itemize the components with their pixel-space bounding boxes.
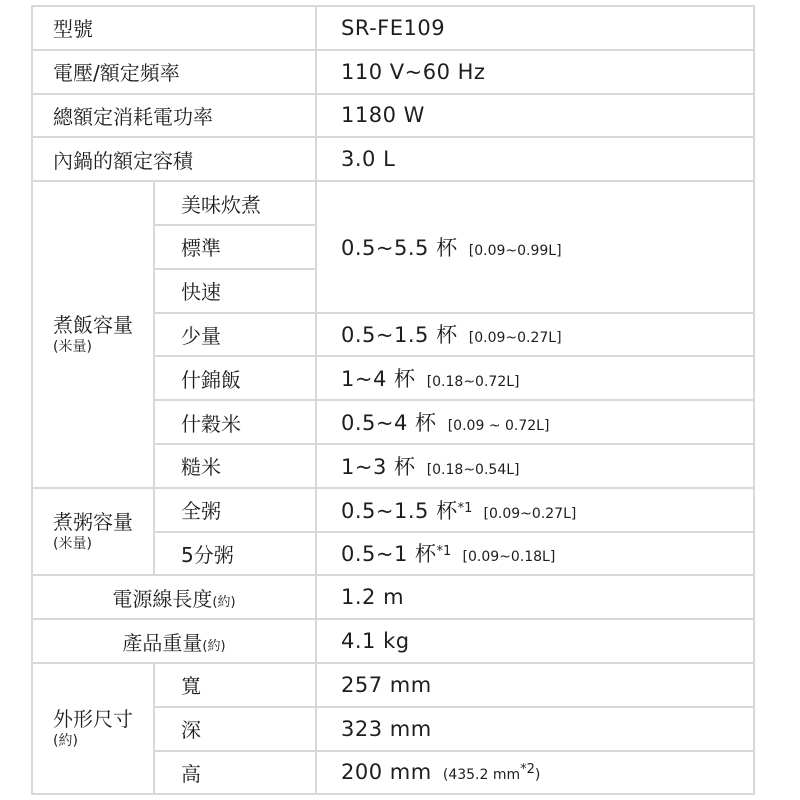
height-extra-end: ): [534, 767, 541, 784]
height-value-cell: [316, 751, 754, 795]
capacity-value: 3.0 L: [316, 137, 754, 181]
porridge-half-range: [0.09~0.18L]: [462, 549, 556, 566]
dimensions-label: 外形尺寸: [53, 707, 133, 732]
weight-label-cell: [32, 619, 316, 663]
porridge-capacity-sublabel: (米量): [53, 536, 92, 553]
dimensions-group: [32, 663, 154, 794]
rice-mode-label: 糙米: [154, 444, 316, 488]
rice-brown-value-cell: [316, 444, 754, 488]
rice-small-value: 0.5~1.5 杯: [341, 323, 458, 348]
table-row: [32, 6, 754, 50]
table-row: [32, 575, 754, 619]
porridge-full-value: 0.5~1.5 杯: [341, 498, 458, 523]
porridge-mode-label: 5分粥: [154, 532, 316, 576]
rice-capacity-label: 煮飯容量: [53, 312, 133, 337]
rice-grain-range: [0.09 ~ 0.72L]: [447, 418, 550, 435]
cord-length-label-cell: [32, 575, 316, 619]
height-value: 200 mm: [341, 760, 432, 785]
weight-value: 4.1 kg: [316, 619, 754, 663]
cord-length-value: 1.2 m: [316, 575, 754, 619]
rice-capacity-sublabel: (米量): [53, 338, 92, 355]
rice-mode-label: 快速: [154, 269, 316, 313]
height-extra: [442, 762, 541, 784]
rice-standard-range: [0.09~0.99L]: [468, 242, 562, 259]
height-extra-text: (435.2 mm: [442, 767, 521, 784]
rice-mixed-value: 1~4 杯: [341, 367, 416, 392]
rice-standard-value: 0.5~5.5 杯: [341, 235, 458, 260]
porridge-full-range: [0.09~0.27L]: [483, 505, 577, 522]
capacity-label: 內鍋的額定容積: [32, 137, 316, 181]
rice-capacity-group: [32, 181, 154, 488]
rice-mixed-value-cell: [316, 356, 754, 400]
porridge-half-value-cell: [316, 532, 754, 576]
rice-small-value-cell: [316, 313, 754, 357]
width-value: 257 mm: [316, 663, 754, 707]
rice-standard-value-cell: [316, 181, 754, 312]
footnote-marker: *1: [436, 544, 452, 560]
model-value: SR-FE109: [316, 6, 754, 50]
rice-brown-range: [0.18~0.54L]: [426, 461, 520, 478]
rice-brown-value: 1~3 杯: [341, 454, 416, 479]
weight-label: 產品重量: [122, 630, 203, 655]
power-label: 總額定消耗電功率: [32, 94, 316, 138]
power-value: 1180 W: [316, 94, 754, 138]
dimension-label: 寬: [154, 663, 316, 707]
rice-mode-label: 美味炊煮: [154, 181, 316, 225]
rice-mode-label: 標準: [154, 225, 316, 269]
voltage-value: 110 V~60 Hz: [316, 50, 754, 94]
depth-value: 323 mm: [316, 707, 754, 751]
model-label: 型號: [32, 6, 316, 50]
footnote-marker: *2: [520, 762, 535, 778]
rice-mode-label: 少量: [154, 313, 316, 357]
rice-mode-label: 什穀米: [154, 400, 316, 444]
porridge-full-value-cell: [316, 488, 754, 532]
spec-table: [31, 5, 755, 795]
table-row: [32, 619, 754, 663]
rice-mixed-range: [0.18~0.72L]: [426, 374, 520, 391]
porridge-half-value: 0.5~1 杯: [341, 542, 437, 567]
table-row: [32, 488, 754, 532]
table-row: [32, 137, 754, 181]
porridge-capacity-group: [32, 488, 154, 576]
table-row: [32, 50, 754, 94]
porridge-mode-label: 全粥: [154, 488, 316, 532]
dimension-label: 深: [154, 707, 316, 751]
table-row: [32, 94, 754, 138]
cord-length-suffix: (約): [212, 594, 236, 610]
porridge-capacity-label: 煮粥容量: [53, 510, 133, 535]
rice-mode-label: 什錦飯: [154, 356, 316, 400]
weight-suffix: (約): [202, 638, 226, 654]
table-row: [32, 181, 754, 225]
voltage-label: 電壓/額定頻率: [32, 50, 316, 94]
dimensions-sublabel: (約): [53, 733, 78, 750]
table-row: [32, 663, 754, 707]
dimension-label: 高: [154, 751, 316, 795]
rice-grain-value-cell: [316, 400, 754, 444]
cord-length-label: 電源線長度: [112, 586, 213, 611]
footnote-marker: *1: [457, 500, 473, 516]
rice-small-range: [0.09~0.27L]: [468, 330, 562, 347]
rice-grain-value: 0.5~4 杯: [341, 411, 437, 436]
